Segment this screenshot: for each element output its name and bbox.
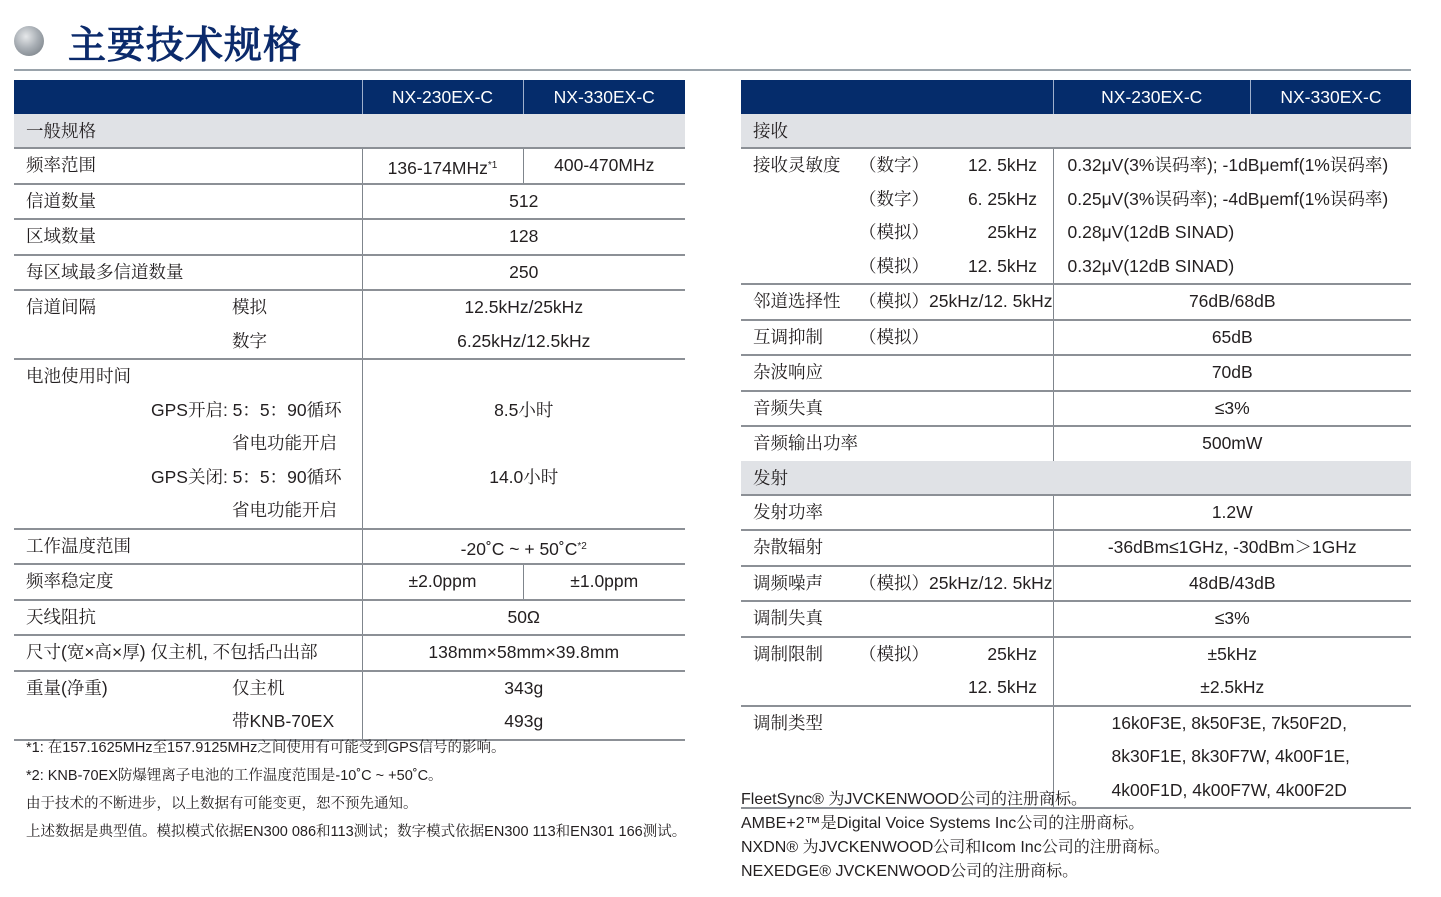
row-value: 512 [509,190,539,211]
table-row-mod-limit: 调制限制 （模拟） 25kHz 12. 5kHz ±5kHz ±2.5kHz [741,637,1411,706]
row-label: 杂散辐射 [753,537,823,557]
row-value: 250 [509,261,539,282]
row-value-a: ±2.0ppm [408,571,477,591]
row-label: 频率稳定度 [26,571,114,591]
header-blank [14,80,362,114]
table-row-dimensions [14,635,685,671]
row-value: 50Ω [507,606,541,627]
row-label: 调频噪声 [753,572,823,593]
row-value: 8k30F1E, 8k30F7W, 4k00F1E, [1111,746,1350,766]
table-header-row [14,80,685,114]
row-value: ≤3% [1214,397,1250,418]
row-value: 1.2W [1211,501,1253,522]
row-label: 频率范围 [26,155,96,175]
footnote-4: 上述数据是典型值。模拟模式依据EN300 086和113测试；数字模式依据EN300 113和EN301 166测试。 [26,824,687,840]
row-label: 邻道选择性 [753,291,841,311]
section-label: 发射 [741,461,1411,495]
row-value-b: ±1.0ppm [570,571,639,591]
page-header [14,16,302,66]
table-row-mod-distortion [741,601,1411,637]
table-row-channel-spacing [14,290,685,359]
footnote-3: 由于技术的不断进步，以上数据有可能变更，恕不预先通知。 [26,796,418,812]
row-label: 音频输出功率 [753,433,858,453]
row-label: 互调抑制 [753,326,823,347]
title-divider [14,69,1411,71]
table-row-adjacent-selectivity: 邻道选择性 （模拟）25kHz/12. 5kHz 76dB/68dB [741,284,1411,320]
left-footnotes [26,734,686,846]
row-sublabel: 模拟 [232,297,267,317]
row-value-b: 400-470MHz [554,155,655,175]
trademark-notes [741,788,1170,884]
page-title: 主要技术规格 [68,22,303,67]
trademark-note: NXDN® 为JVCKENWOOD公司和Icom Inc公司的注册商标。 [741,839,1170,856]
row-value: 0.32μV(12dB SINAD) [1067,255,1235,276]
table-row-spurious-response [741,355,1411,391]
row-label: 电池使用时间 [26,366,131,386]
row-value: 0.28μV(12dB SINAD) [1067,222,1235,242]
header-model-a: NX-230EX-C [1053,80,1250,114]
general-spec-table [14,80,685,741]
header-blank [741,80,1053,114]
row-label: 调制失真 [753,608,823,628]
table-row-antenna [14,600,685,636]
row-label: 杂波响应 [753,362,823,382]
nexedge-logo-ball-icon [14,26,44,56]
row-value: 343g [504,677,544,698]
row-value: 6.25kHz/12.5kHz [457,330,591,351]
row-value: ±5kHz [1207,643,1257,664]
table-row-freq-range [14,148,685,184]
table-row-sensitivity: 接收灵敏度 （数字） 12. 5kHz （数字） 6. 25kHz （模拟） 25kHz （模拟） 12. 5kHz 0.32μV(3%误码率); -1dBμemf(1%误码率) 0.25μV(3%误码率); -4dBμemf(1%误码率) 0.28μV(12dB SINAD) 0.32μV(12dB SINAD) [741,148,1411,284]
trademark-note: AMBE+2™是Digital Voice Systems Inc公司的注册商标。 [741,815,1145,832]
row-value: 0.32μV(3%误码率); -1dBμemf(1%误码率) [1067,155,1389,175]
section-transmitter [741,461,1411,495]
table-header-row [741,80,1411,114]
table-row-battery-life [14,359,685,529]
row-sublabel: GPS开启: 5：5：90循环 [151,399,342,420]
row-value: ≤3% [1214,608,1250,628]
row-label: 调制类型 [753,712,823,733]
row-value: 48dB/43dB [1188,572,1276,593]
row-sublabel: 带KNB-70EX [232,711,335,731]
row-value: -20˚C ~ + $50˚C^{*2}$ [460,538,587,559]
row-label: 信道间隔 [26,297,96,317]
table-row-weight [14,671,685,740]
row-value: 14.0小时 [489,466,559,487]
table-row-zones [14,219,685,255]
row-value: 8.5小时 [494,399,554,420]
footnote-2: *2: KNB-70EX防爆锂离子电池的工作温度范围是-10˚C ~ +50˚C。 [26,768,443,784]
row-label: 工作温度范围 [26,535,131,556]
table-row-intermod: 互调抑制 （模拟） 65dB [741,320,1411,356]
row-value: 493g [504,711,544,731]
table-row-temperature [14,529,685,565]
section-receiver [741,114,1411,148]
row-value: 128 [509,226,539,246]
header-model-b: NX-330EX-C [1250,80,1411,114]
row-label: 尺寸(宽×高×厚) 仅主机, 不包括凸出部 [26,642,318,662]
row-sublabel: 数字 [232,330,267,351]
row-label: 天线阻抗 [26,606,96,627]
table-row-freq-stability [14,564,685,600]
row-value: 500mW [1202,433,1263,453]
table-row-max-ch-per-zone [14,255,685,291]
row-value: 65dB [1211,326,1253,347]
section-general [14,114,685,148]
header-model-a: NX-230EX-C [362,80,523,114]
table-row-fm-noise: 调频噪声 （模拟）25kHz/12. 5kHz 48dB/43dB [741,566,1411,602]
row-value: 12.5kHz/25kHz [464,297,584,317]
row-value: 138mm×58mm×39.8mm [428,642,620,662]
row-label: 音频失真 [753,397,823,418]
row-sublabel: GPS关闭: 5：5：90循环 [151,466,342,487]
row-value: 0.25μV(3%误码率); -4dBμemf(1%误码率) [1067,188,1389,209]
row-label: 调制限制 [753,643,823,664]
row-label: 重量(净重) [26,677,108,698]
row-value-a: 136-174MHz$^{*1}$ [387,158,498,178]
row-label: 发射功率 [753,501,823,522]
row-value: ±2.5kHz [1200,677,1265,697]
section-label: 一般规格 [14,114,685,148]
header-model-b: NX-330EX-C [523,80,685,114]
row-sublabel: 仅主机 [232,677,285,698]
table-row-audio-output [741,426,1411,461]
row-label: 接收灵敏度 [753,155,841,175]
table-row-audio-distortion [741,391,1411,427]
row-label: 区域数量 [26,226,96,246]
row-value: 16k0F3E, 8k50F3E, 7k50F2D, [1111,712,1347,733]
table-row-tx-power [741,495,1411,531]
table-row-spurious-emission [741,530,1411,566]
row-value: 76dB/68dB [1188,291,1276,311]
row-label: 每区域最多信道数量 [26,261,184,282]
row-value: -36dBm≤1GHz, -30dBm＞1GHz [1107,537,1357,557]
row-sublabel: 省电功能开启 [232,500,337,520]
trademark-note: FleetSync® 为JVCKENWOOD公司的注册商标。 [741,791,1088,808]
row-value: 4k00F1D, 4k00F7W, 4k00F2D [1111,779,1347,800]
table-row-channels [14,184,685,220]
row-sublabel: 省电功能开启 [232,433,337,453]
section-label: 接收 [741,114,1411,148]
row-label: 信道数量 [26,190,96,211]
rx-tx-spec-table [741,80,1411,809]
trademark-note: NEXEDGE® JVCKENWOOD公司的注册商标。 [741,863,1079,880]
footnote-1: *1: 在157.1625MHz至157.9125MHz之间使用有可能受到GPS信号的影响。 [26,740,506,756]
row-value: 70dB [1211,362,1253,382]
